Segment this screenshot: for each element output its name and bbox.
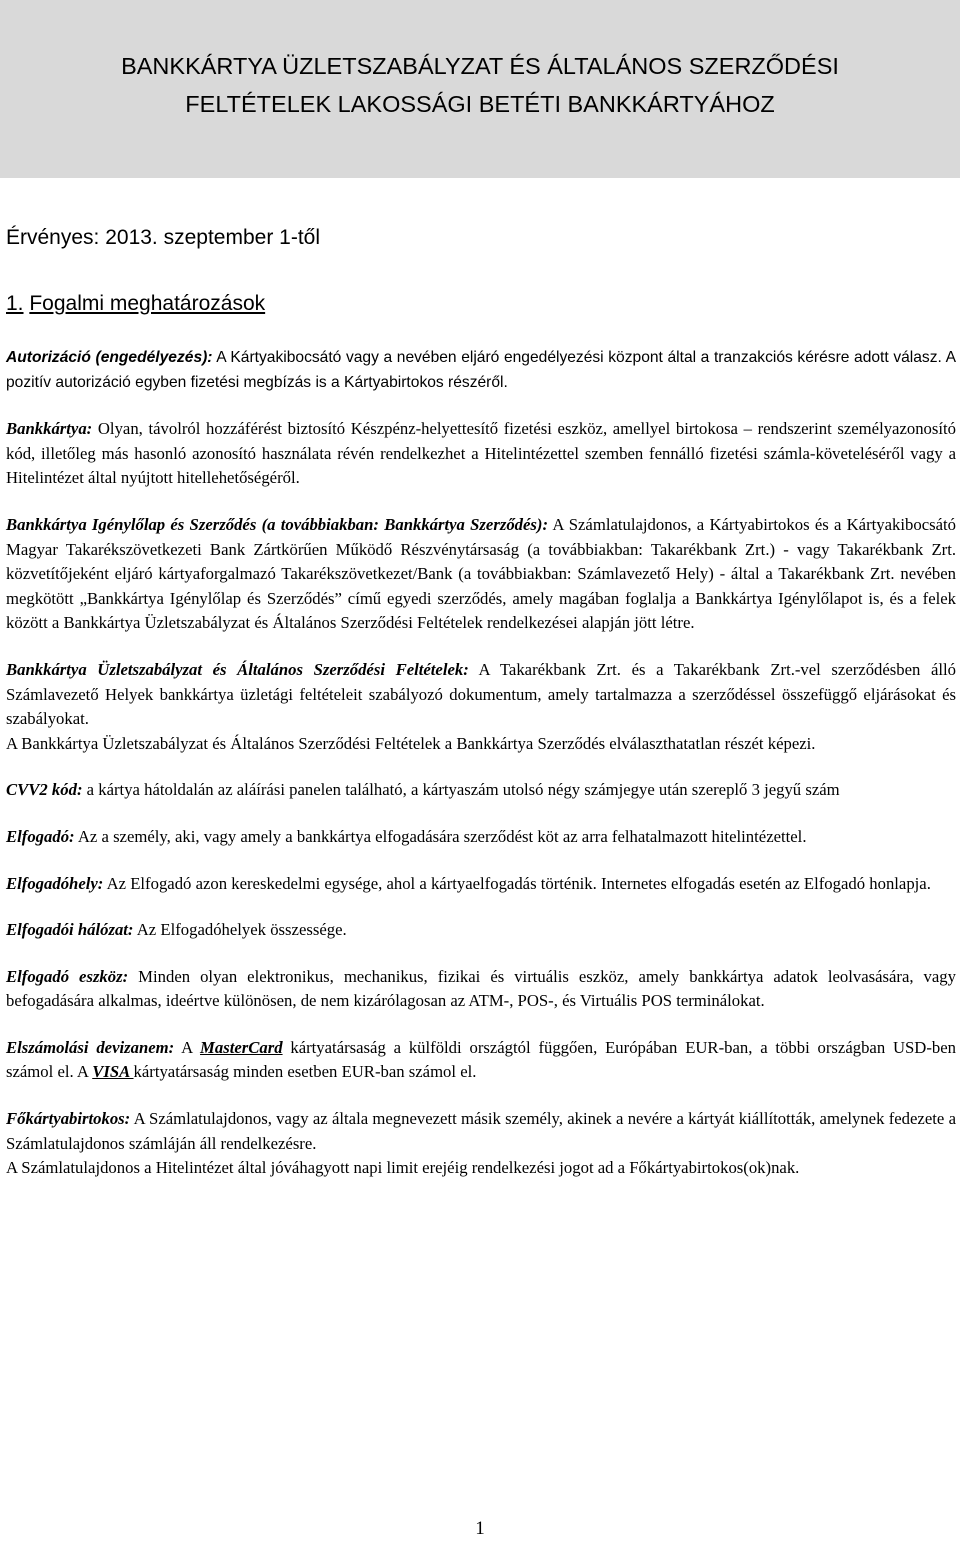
- definition-authorization: [6, 346, 956, 395]
- brand-mastercard: MasterCard: [200, 1037, 283, 1057]
- text-acceptance-place: Az Elfogadó azon kereskedelmi egysége, ahol a kártyaelfogadás történik. Internetes elfogadás esetén az Elfogadó honlapja.: [103, 873, 931, 893]
- term-cvv2: CVV2 kód:: [6, 780, 83, 800]
- definition-acceptance-device: [6, 965, 956, 1014]
- text-acceptor: Az a személy, aki, vagy amely a bankkártya elfogadására szerződést köt az arra felhatalmazott hitelintézettel.: [74, 826, 807, 846]
- validity-date: Érvényes: 2013. szeptember 1-től: [6, 226, 320, 249]
- text-application: A Számlatulajdonos, a Kártyabirtokos és a Kártyakibocsátó Magyar Takarékszövetkezeti Bank Zártkörűen Működő Részvénytársaság (a továbbiakban: Takarékbank Zrt.) - vagy Takarékbank Zrt. közvetítőjeként eljáró kártyaforgalmazó Takarékszövetkezet/Bank (a továbbiakban: Számlavezető Hely) - által a Takarékbank Zrt. nevében megkötött „Bankkártya Igénylőlap és Szerződés” című egyedi szerződés, amely magában foglalja a Bankkártya Igénylőlapot is, és a felek között a Bankkártya Üzletszabályzat és Általános Szerződési Feltételek rendelkezései alapján jött létre.: [6, 514, 956, 633]
- brand-visa: VISA: [92, 1062, 134, 1082]
- definition-acceptance-network: [6, 918, 956, 943]
- page-number: 1: [475, 1518, 485, 1539]
- definition-main-holder: [6, 1107, 956, 1156]
- text-settlement-2: kártyatársaság a külföldi országtól függően, Európában EUR-ban, a többi országban USD-ben számol el. A: [6, 1037, 956, 1082]
- text-authorization: A Kártyakibocsátó vagy a nevében eljáró engedélyezési központ által a tranzakciós kérésre adott válasz. A pozitív autorizáció egyben fizetési megbízás is a Kártyabirtokos részéről.: [6, 349, 956, 391]
- term-terms: Bankkártya Üzletszabályzat és Általános Szerződési Feltételek:: [6, 659, 469, 679]
- definition-main-holder-note: A Számlatulajdonos a Hitelintézet által jóváhagyott napi limit erejéig rendelkezési jogot ad a Főkártyabirtokos(ok)nak.: [6, 1158, 800, 1178]
- definition-bankcard: [6, 417, 956, 491]
- text-bankcard: Olyan, távolról hozzáférést biztosító Készpénz-helyettesítő fizetési eszköz, amellyel birtokosa – rendszerint személyazonosító kód, illetőleg más hasonló azonosító használata révén rendelkezhet a Hitelintézettel szemben fennálló fizetési számla-követeléséről vagy a Hitelintézet által nyújtott hitellehetőségéről.: [6, 419, 956, 488]
- section-title: Fogalmi meghatározások: [29, 292, 266, 315]
- text-acceptance-device: Minden olyan elektronikus, mechanikus, fizikai és virtuális eszköz, amely bankkártya adatok leolvasására, vagy befogadására alkalmas, ideértve különösen, de nem kizárólagosan az ATM-, POS-, és Virtuális POS terminálokat.: [6, 966, 956, 1011]
- section-heading: [6, 292, 265, 316]
- term-settlement: Elszámolási devizanem:: [6, 1037, 175, 1057]
- text-settlement-1: A: [174, 1037, 201, 1057]
- text-acceptance-network: Az Elfogadóhelyek összessége.: [133, 920, 347, 940]
- term-acceptor: Elfogadó:: [6, 826, 75, 846]
- definition-application: [6, 513, 956, 636]
- definitions-list: [6, 346, 956, 1181]
- text-main-holder: A Számlatulajdonos, vagy az általa megnevezett másik személy, akinek a nevére a kártyát kiállították, amelynek fedezete a Számlatulajdonos számláján áll rendelkezésre.: [6, 1109, 956, 1153]
- definition-acceptance-place: [6, 872, 956, 897]
- term-acceptance-network: Elfogadói hálózat:: [6, 920, 134, 940]
- term-bankcard: Bankkártya:: [6, 419, 93, 439]
- text-terms: A Takarékbank Zrt. és a Takarékbank Zrt.-vel szerződésben álló Számlavezető Helyek bankkártya üzletági feltételeit szabályozó dokumentum, amely tartalmazza a szerződéssel összefüggő eljárásokat és szabályokat.: [6, 659, 956, 729]
- title-line-2: FELTÉTELEK LAKOSSÁGI BETÉTI BANKKÁRTYÁHOZ: [185, 91, 775, 117]
- term-acceptance-place: Elfogadóhely:: [6, 873, 104, 893]
- term-acceptance-device: Elfogadó eszköz:: [6, 966, 129, 986]
- section-number: 1.: [6, 292, 24, 315]
- text-cvv2: a kártya hátoldalán az aláírási panelen található, a kártyaszám utolsó négy számjegye után szereplő 3 jegyű szám: [82, 780, 840, 800]
- title-line-1: BANKKÁRTYA ÜZLETSZABÁLYZAT ÉS ÁLTALÁNOS SZERZŐDÉSI: [121, 53, 839, 79]
- definition-terms: [6, 658, 956, 732]
- text-settlement-3: kártyatársaság minden esetben EUR-ban számol el.: [133, 1062, 477, 1082]
- definition-settlement: [6, 1036, 956, 1085]
- term-authorization: Autorizáció (engedélyezés):: [6, 349, 213, 366]
- definition-terms-note: A Bankkártya Üzletszabályzat és Általános Szerződési Feltételek a Bankkártya Szerződés elválaszthatatlan részét képezi.: [6, 733, 816, 753]
- term-application: Bankkártya Igénylőlap és Szerződés (a továbbiakban: Bankkártya Szerződés):: [6, 514, 549, 534]
- definition-cvv2: [6, 778, 956, 803]
- document-title: [0, 47, 960, 123]
- definition-acceptor: [6, 825, 956, 850]
- term-main-holder: Főkártyabirtokos:: [6, 1109, 131, 1129]
